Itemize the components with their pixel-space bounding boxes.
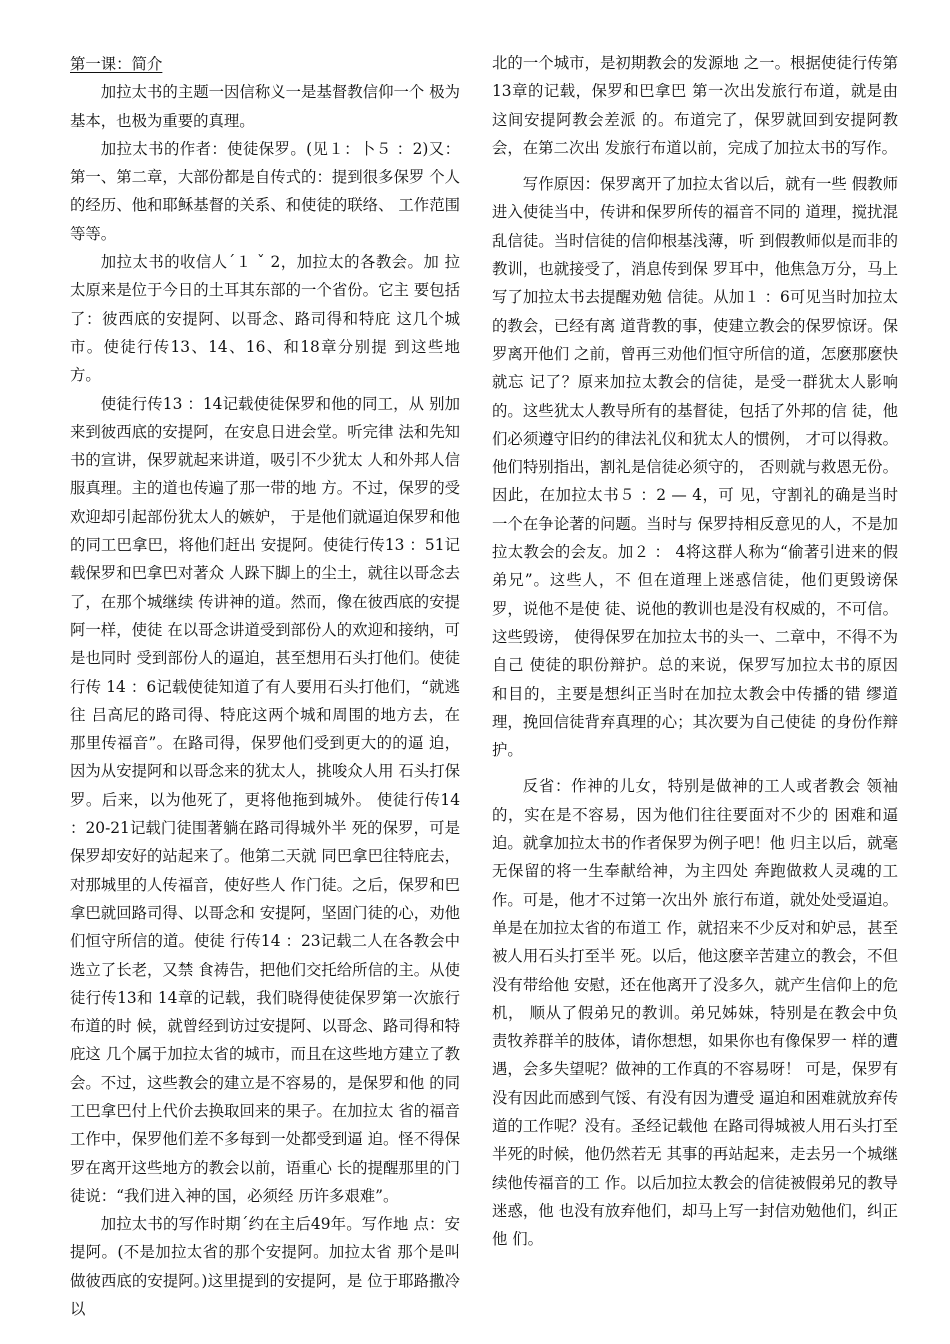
paragraph-recipients: 加拉太书的收信人ˊ１ ˇ 2，加拉太的各教会。加 拉太原来是位于今日的土耳其东部的一个省份。它主 要包括了：彼西底的安提阿、以哥念、路司得和特庇 这几个城市。使徒行传13、14、16、和18章分别提 到这些地方。	[70, 253, 460, 385]
left-column	[70, 50, 460, 1323]
lesson-title: 第一课：简介	[70, 55, 163, 73]
paragraph-theme: 加拉太书的主题一因信称义一是基督教信仰一个 极为基本，也极为重要的真理。	[70, 83, 460, 130]
paragraph-acts-history: 使徒行传13 ：14记载使徒保罗和他的同工，从 别加来到彼西底的安提阿，在安息日进会堂。听完律 法和先知书的宣讲，保罗就起来讲道，吸引不少犹太 人和外邦人信服真理。主的道也传遍了那一带的地 方。不过，保罗的受欢迎却引起部份犹太人的嫉妒， 于是他们就逼迫保罗和他的同工巴拿巴，将他们赶出 安提阿。使徒行传13 ：51记载保罗和巴拿巴对著众 人跺下脚上的尘土，就往以哥念去了，在那个城继续 传讲神的道。然而，像在彼西底的安提阿一样，使徒 在以哥念讲道受到部份人的欢迎和接纳，可是也同时 受到部份人的逼迫，甚至想用石头打他们。使徒行传 14 ：6记载使徒知道了有人要用石头打他们，“就逃往 吕高尼的路司得、特庇这两个城和周围的地方去，在 那里传福音”。在路司得，保罗他们受到更大的的逼 迫，因为从安提阿和以哥念来的犹太人，挑唆众人用 石头打保罗。后来，以为他死了，更将他拖到城外。 使徒行传14 ：20-21记载门徒围著躺在路司得城外半 死的保罗，可是保罗却安好的站起来了。他第二天就 同巴拿巴往特庇去，对那城里的人传福音，使好些人 作门徒。之后，保罗和巴拿巴就回路司得、以哥念和 安提阿，坚固门徒的心，劝他们恒守所信的道。使徒 行传14 ：23记载二人在各教会中选立了长老，又禁 食祷告，把他们交托给所信的主。从使徒行传13和 14章的记载，我们晓得使徒保罗第一次旅行布道的时 候，就曾经到访过安提阿、以哥念、路司得和特庇这 几个属于加拉太省的城市，而且在这些地方建立了教 会。不过，这些教会的建立是不容易的，是保罗和他 的同工巴拿巴付上代价去换取回来的果子。在加拉太 省的福音工作中，保罗他们差不多每到一处都受到逼 迫。怪不得保罗在离开这些地方的教会以前，语重心 长的提醒那里的门徒说：“我们进入神的国，必须经 历许多艰难”。	[70, 394, 460, 1205]
paragraph-reflection: 反省：作神的儿女，特别是做神的工人或者教会 领袖的，实在是不容易，因为他们往往要面对不少的 困难和逼迫。就拿加拉太书的作者保罗为例子吧！他 归主以后，就毫无保留的将一生奉献给神，为主四处 奔跑做救人灵魂的工作。可是，他才不过第一次出外 旅行布道，就处处受逼迫。单是在加拉太省的布道工 作，就招来不少反对和妒忌，甚至被人用石头打至半 死。以后，他这麽辛苦建立的教会，不但没有带给他 安慰，还在他离开了没多久，就产生信仰上的危机， 顺从了假弟兄的教训。弟兄姊妹，特别是在教会中负 责牧养群羊的肢体，请你想想，如果你也有像保罗一 样的遭遇，会多失望呢？做神的工作真的不容易呀！ 可是，保罗有没有因此而感到气馁、有没有因为遭受 逼迫和困难就放弃传道的工作呢？没有。圣经记载他 在路司得城被人用石头打至半死的时候，他仍然若无 其事的再站起来，走去另一个城继续他传福音的工 作。以后加拉太教会的信徒被假弟兄的教导迷惑，他 也没有放弃他们，却马上写一封信劝勉他们，纠正他 们。	[492, 777, 898, 1249]
right-column	[492, 49, 898, 1253]
paragraph-purpose: 写作原因：保罗离开了加拉太省以后，就有一些 假教师进入使徒当中，传讲和保罗所传的福音不同的 道理，搅扰混乱信徒。当时信徒的信仰根基浅薄，听 到假教师似是而非的教训，也就接受了，消息传到保 罗耳中，他焦急万分，马上写了加拉太书去提醒劝勉 信徒。从加１ ：6可见当时加拉太的教会，已经有离 道背教的事，使建立教会的保罗惊讶。保罗离开他们 之前，曾再三劝他们恒守所信的道，怎麽那麽快就忘 记了？原来加拉太教会的信徒，是受一群犹太人影响 的。这些犹太人教导所有的基督徒，包括了外邦的信 徒，他们必须遵守旧约的律法礼仪和犹太人的惯例， 才可以得救。他们特别指出，割礼是信徒必须守的， 否则就与救恩无份。因此，在加拉太书５ ：2 — 4，可 见，守割礼的确是当时一个在争论著的问题。当时与 保罗持相反意见的人，不是加拉太教会的会友。加２ ： 4将这群人称为“偷著引进来的假弟兄”。这些人，不 但在道理上迷惑信徒，他们更毁谤保罗，说他不是使 徒、说他的教训也是没有权威的，不可信。这些毁谤， 使得保罗在加拉太书的头一、二章中，不得不为自己 使徒的职份辩护。总的来说，保罗写加拉太书的原因 和目的，主要是想纠正当时在加拉太教会中传播的错 缪道理，挽回信徒背弃真理的心；其次要为自己使徒 的身份作辩护。	[492, 175, 898, 760]
paragraph-author: 加拉太书的作者：使徒保罗。(见１：卜５ ：2)又： 第一、第二章，大部份都是自传式的：提到很多保罗 个人的经历、他和耶稣基督的关系、和使徒的联络、 工作范围等等。	[70, 139, 460, 243]
paragraph-date-place: 加拉太书的写作时期ˊ约在主后49年。写作地 点：安提阿。(不是加拉太省的那个安提阿。加拉太省 那个是叫做彼西底的安提阿。)这里提到的安提阿，是 位于耶路撒冷以	[70, 1215, 460, 1319]
paragraph-antioch-continued: 北的一个城市，是初期教会的发源地 之一。根据使徒行传第13章的记载，保罗和巴拿巴 第一次出发旅行布道，就是由这间安提阿教会差派 的。布道完了，保罗就回到安提阿教会，在第二次出 发旅行布道以前，完成了加拉太书的写作。	[492, 54, 898, 157]
